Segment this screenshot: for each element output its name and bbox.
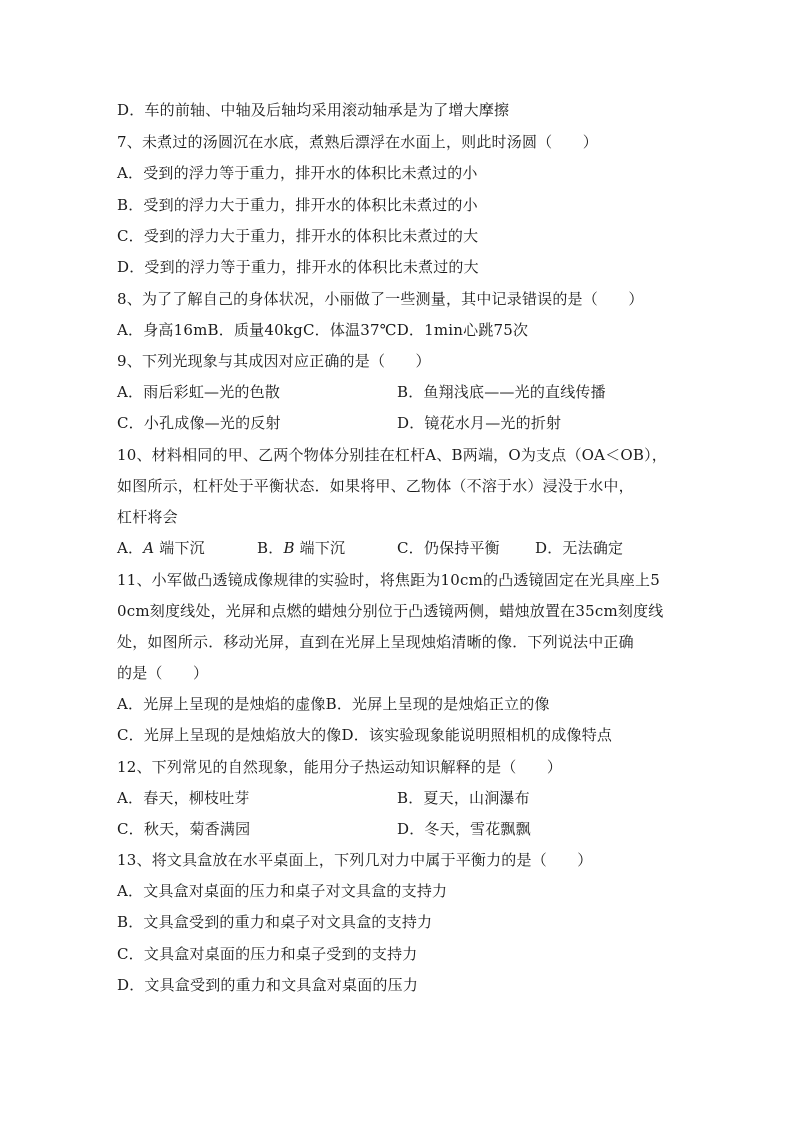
- q9-option-a: A．雨后彩虹—光的色散: [117, 383, 281, 401]
- q12-option-d: D．冬天，雪花飘飘: [397, 820, 531, 838]
- q12-option-c: C．秋天，菊香满园: [117, 820, 251, 838]
- q7-option-b: B．受到的浮力大于重力，排开水的体积比未煮过的小: [117, 196, 478, 214]
- q8-stem: 8、为了了解自己的身体状况，小丽做了一些测量，其中记录错误的是（ ）: [117, 290, 644, 308]
- q9-option-d: D．镜花水月—光的折射: [397, 414, 562, 432]
- q13-option-b: B．文具盒受到的重力和桌子对文具盒的支持力: [117, 913, 433, 931]
- q10-stem-line-2: 如图所示，杠杆处于平衡状态．如果将甲、乙物体（不溶于水）浸没于水中，: [117, 477, 634, 495]
- q11-stem-line-3: 处，如图所示．移动光屏，直到在光屏上呈现烛焰清晰的像．下列说法中正确: [117, 633, 634, 651]
- q10-option-a: A．A 端下沉: [117, 539, 205, 557]
- q10-stem-line-1: 10、材料相同的甲、乙两个物体分别挂在杠杆A、B两端，O为支点（OA＜OB），: [117, 446, 667, 464]
- q11-stem-line-1: 11、小军做凸透镜成像规律的实验时，将焦距为10cm的凸透镜固定在光具座上5: [117, 571, 660, 589]
- q6-option-d: D．车的前轴、中轴及后轴均采用滚动轴承是为了增大摩擦: [117, 101, 510, 119]
- q7-stem: 7、未煮过的汤圆沉在水底，煮熟后漂浮在水面上，则此时汤圆（ ）: [117, 133, 598, 151]
- q7-option-c: C．受到的浮力大于重力，排开水的体积比未煮过的大: [117, 227, 479, 245]
- q11-options-cd: C．光屏上呈现的是烛焰放大的像D．该实验现象能说明照相机的成像特点: [117, 726, 613, 744]
- q10-option-d: D．无法确定: [535, 539, 624, 557]
- q7-option-d: D．受到的浮力等于重力，排开水的体积比未煮过的大: [117, 258, 479, 276]
- q13-stem: 13、将文具盒放在水平桌面上，下列几对力中属于平衡力的是（ ）: [117, 851, 593, 869]
- q13-option-a: A．文具盒对桌面的压力和桌子对文具盒的支持力: [117, 882, 448, 900]
- q9-option-b: B．鱼翔浅底——光的直线传播: [397, 383, 606, 401]
- q12-stem: 12、下列常见的自然现象，能用分子热运动知识解释的是（ ）: [117, 758, 563, 776]
- q11-stem-line-4: 的是（ ）: [117, 664, 209, 682]
- q13-option-d: D．文具盒受到的重力和文具盒对桌面的压力: [117, 976, 419, 994]
- q11-options-ab: A．光屏上呈现的是烛焰的虚像B．光屏上呈现的是烛焰正立的像: [117, 695, 550, 713]
- q10-stem-line-3: 杠杆将会: [117, 508, 178, 526]
- q10-option-c: C．仍保持平衡: [397, 539, 500, 557]
- q11-stem-line-2: 0cm刻度线处，光屏和点燃的蜡烛分别位于凸透镜两侧，蜡烛放置在35cm刻度线: [117, 602, 664, 620]
- q9-stem: 9、下列光现象与其成因对应正确的是（ ）: [117, 352, 431, 370]
- q12-option-a: A．春天，柳枝吐芽: [117, 789, 250, 807]
- q10-option-b: B．B 端下沉: [257, 539, 346, 557]
- q13-option-c: C．文具盒对桌面的压力和桌子受到的支持力: [117, 945, 418, 963]
- q9-option-c: C．小孔成像—光的反射: [117, 414, 281, 432]
- q12-option-b: B．夏天，山涧瀑布: [397, 789, 530, 807]
- q10-options: [117, 538, 205, 558]
- q7-option-a: A．受到的浮力等于重力，排开水的体积比未煮过的小: [117, 164, 478, 182]
- q8-options: A．身高16mB．质量40kgC．体温37℃D．1min心跳75次: [117, 321, 529, 339]
